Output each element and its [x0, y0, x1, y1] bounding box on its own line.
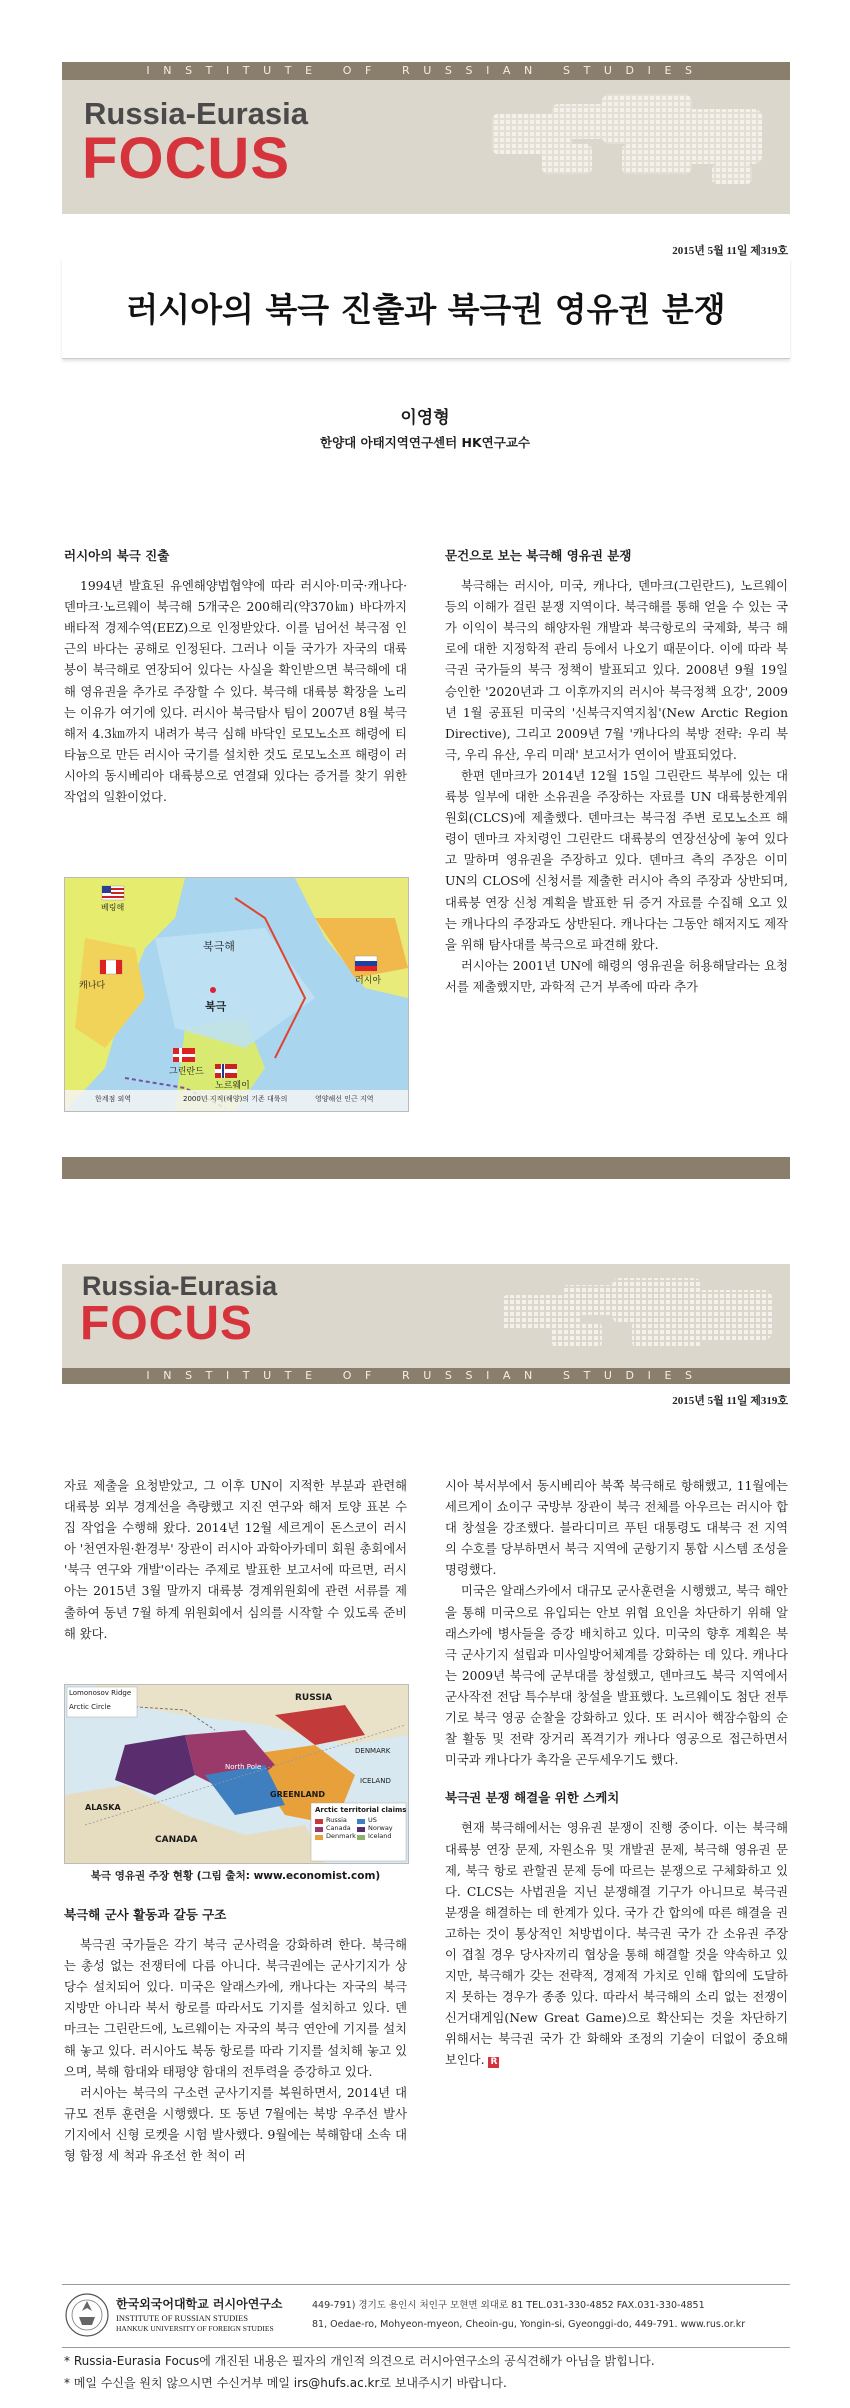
- org-name-english-univ: HANKUK UNIVERSITY OF FOREIGN STUDIES: [116, 2324, 274, 2333]
- arctic-map-2: [64, 1684, 409, 1864]
- map2-legend-item: US: [368, 1816, 377, 1824]
- author-name: 이영형: [400, 408, 450, 428]
- map1-legend-item: 한계점 외역: [95, 1095, 132, 1103]
- map2-legend-item: Norway: [368, 1824, 393, 1832]
- paragraph: 러시아는 북극의 구소련 군사기지를 복원하면서, 2014년 대규모 전투 훈련을 시행했다. 또 동년 7월에는 북방 우주선 발사기지에서 신형 로켓을 시험 발사했다. 9월에는 북해함대 소속 대형 함정 세 척과 유조선 한 척이 러: [64, 2085, 407, 2164]
- map1-label: 러시아: [355, 976, 382, 986]
- address-korean: 449-791) 경기도 용인시 처인구 모현면 외대로 81 TEL.031-330-4852 FAX.031-330-4851: [312, 2300, 705, 2311]
- paragraph: 미국은 알래스카에서 대규모 군사훈련을 시행했고, 북극 해안을 통해 미국으로 유입되는 안보 위협 요인을 차단하기 위해 알래스카에 병사들을 증강 배치하고 있다. 미국의 향후 계획은 북극 군사기지 설립과 미사일방어체계를 강화하는 데 있다. 캐나다는 2009년 북극에 군부대를 창설했고, 덴마크도 북극 지역에서 군사작전 전담 특수부대 창설을 발표했다. 노르웨이도 첨단 전투기로 북극 영공 순찰을 강화하고 있다. 또 러시아 핵잠수함의 순찰 활동 및 전략 장거리 폭격기가 캐나다 영공으로 접근하면서 미국과 캐나다가 촉각을 곤두세우기도 했다.: [445, 1584, 788, 1768]
- paragraph-text: 현재 북극해에서는 영유권 분쟁이 진행 중이다. 이는 북극해 대륙붕 연장 문제, 자원소유 및 개발권 문제, 북극해 영유권 문제, 북극 항로 관할권 문제 등에 따르는 분쟁으로 구체화하고 있다. CLCS는 사법권을 지닌 분쟁해결 기구가 아니므로 북극권 분쟁을 해결하는 데 한계가 있다. 국가 간 합의에 따른 해결을 권고하는 것이 통상적인 처방법이다. 북극권 국가 간 소유권 주장이 겹칠 경우 당사자끼리 협상을 통해 해결할 것을 약속하고 있지만, 북극해가 갖는 전략적, 경제적 가치로 인해 합의에 도달하지 못하는 경우가 종종 있다. 따라서 북극해의 소리 없는 전쟁이 신거대게임(New Great Game)으로 확산되는 것을 차단하기 위해서는 북극권 국가 간 화해와 조정의 기술이 더없이 중요해 보인다.: [445, 1821, 788, 2068]
- logo-russia-eurasia: Russia-Eurasia: [84, 96, 308, 131]
- paragraph: 한편 덴마크가 2014년 12월 15일 그린란드 북부에 있는 대륙붕 일부에 대한 소유권을 주장하는 자료를 UN 대륙붕한계위원회(CLCS)에 제출했다. 덴마크는 북극점 주변 로모노소프 해령이 덴마크 자치령인 그린란드 대륙붕의 연장선상에 놓여 있다고 말하며 영유권을 주장하고 있다. 덴마크 측의 주장은 이미 UN의 CLOS에 신청서를 제출한 러시아 측의 주장과 상반되며, 대륙붕 연장 신청 계획을 발표한 뒤 증거 자료를 수집해 오고 있는 캐나다의 주장과도 상반된다. 캐나다는 그동안 해저지도 제작을 위해 탐사대를 북극으로 파견해 왔다.: [445, 768, 788, 952]
- map1-label: 베링해: [101, 903, 125, 912]
- map1-legend-item: 영양해선 인근 지역: [315, 1095, 374, 1103]
- arctic-map-1: [64, 877, 409, 1112]
- map2-label: CANADA: [155, 1835, 198, 1845]
- arctic-map-2-graphic: [65, 1685, 408, 1863]
- logo-russia-eurasia: Russia-Eurasia: [82, 1271, 278, 1301]
- logo-focus: FOCUS: [80, 1297, 253, 1350]
- end-mark-icon: R: [490, 2057, 498, 2068]
- map2-legend-item: Iceland: [368, 1832, 392, 1840]
- map2-label: Arctic Circle: [69, 1703, 111, 1711]
- map1-label: 노르웨이: [215, 1081, 250, 1091]
- address-english: 81, Oedae-ro, Mohyeon-myeon, Cheoin-gu, Yongin-si, Gyeonggi-do, 449-791. www.rus.or.kr: [312, 2319, 746, 2330]
- paragraph: 시아 북서부에서 동시베리아 북쪽 북극해로 항해했고, 11월에는 세르게이 쇼이구 국방부 장관이 북극 전체를 아우르는 러시아 합대 창설을 강조했다. 블라디미르 푸틴 대통령도 대북극 전 지역의 수호를 당부하면서 북극 지역에 군항기지 통합 시스템 조성을 명령했다.: [445, 1479, 788, 1578]
- issue-date: 2015년 5월 11일 제319호: [672, 1395, 788, 1407]
- map2-label: Lomonosov Ridge: [69, 1689, 132, 1697]
- paragraph: [445, 1818, 788, 2071]
- logo-focus: FOCUS: [82, 126, 290, 191]
- author-affiliation: 한양대 아태지역연구센터 HK연구교수: [320, 435, 530, 450]
- unsubscribe-note: * 메일 수신을 원치 않으시면 수신거부 메일 irs@hufs.ac.kr로 보내주시기 바랍니다.: [64, 2376, 507, 2390]
- map1-legend-item: 2000년 지적(해양)의 기존 대륙의: [183, 1095, 288, 1103]
- page-divider-band: [62, 1157, 790, 1179]
- paragraph: 북극해는 러시아, 미국, 캐나다, 덴마크(그린란드), 노르웨이 등의 이해가 걸린 분쟁 지역이다. 북극해를 통해 얻을 수 있는 국가 이익이 북극의 해양자원 개발과 북극항로의 국제화, 북극 해로에 대한 지정학적 관리 등에서 나오기 때문이다. 이에 따라 북극권 국가들의 북극 정책이 발표되고 있다. 2008년 9월 19일 승인한 '2020년과 그 이후까지의 러시아 북극정책 요강', 2009년 1월 공표된 미국의 '신북극지역지침'(New Arctic Region Directive), 그리고 2009년 7월 '캐나다의 북방 전략: 우리 북극, 우리 유산, 우리 미래' 보고서가 연이어 발표되었다.: [445, 579, 788, 762]
- footer: [62, 2284, 790, 2348]
- map1-label: 그린란드: [169, 1067, 204, 1077]
- page-title: 러시아의 북극 진출과 북극권 영유권 분쟁: [126, 290, 726, 329]
- map2-legend-item: Russia: [326, 1816, 347, 1824]
- org-name-english: INSTITUTE OF RUSSIAN STUDIES: [116, 2313, 248, 2323]
- map2-legend-item: Canada: [326, 1824, 351, 1832]
- paragraph: 1994년 발효된 유엔해양법협약에 따라 러시아·미국·캐나다·덴마크·노르웨이 북극해 5개국은 200해리(약370㎞) 바다까지 배타적 경제수역(EEZ)으로 인정받았다. 이를 넘어선 북극점 인근의 바다는 공해로 인정된다. 그러나 이들 국가가 자국의 대륙붕이 북극해로 연장되어 있다는 사실을 확인받으면 북극해에 대해 영유권을 추가로 주장할 수 있다. 북극해 대륙붕 확장을 노리는 이유가 여기에 있다. 러시아 북극탐사 팀이 2007년 8월 북극 해저 4.3㎞까지 내려가 북극 심해 바닥인 로모노소프 해령에 티타늄으로 만든 러시아 국기를 설치한 것도 로모노소프 해령이 러시아의 동시베리아 대륙붕으로 연결돼 있다는 증거를 찾기 위한 작업의 일환이었다.: [64, 579, 407, 805]
- map2-label: RUSSIA: [295, 1693, 333, 1703]
- map2-caption: 북극 영유권 주장 현황 (그림 출처: www.economist.com): [90, 1870, 381, 1882]
- paragraph: 북극권 국가들은 각기 북극 군사력을 강화하려 한다. 북극해는 총성 없는 전쟁터에 다름 아니다. 북극권에는 군사기지가 상당수 설치되어 있다. 미국은 알래스카에, 캐나다는 자국의 북극 지방만 아니라 북서 항로를 따라서도 기지를 설치하고 있다. 덴마크는 그린란드에, 노르웨이는 자국의 북극 연안에 기지를 설치해 놓고 있다. 러시아도 북동 항로를 따라 기지를 설치해 놓고 있으며, 북해 함대와 태평양 함대의 전투력을 증강하고 있다.: [64, 1938, 407, 2079]
- world-dot-map-icon: [492, 1270, 782, 1365]
- page2-left-column-bottom: [64, 1904, 407, 2167]
- map2-label: North Pole: [225, 1763, 262, 1771]
- institute-emblem-icon: [64, 2291, 110, 2339]
- section-heading: 북극권 분쟁 해결을 위한 스케치: [445, 1790, 620, 1806]
- page1-left-column: [64, 545, 407, 808]
- page2-right-column: [445, 1476, 788, 2072]
- map2-label: ICELAND: [360, 1777, 391, 1785]
- institute-band: INSTITUTE OF RUSSIAN STUDIES: [62, 1368, 790, 1384]
- map2-label: DENMARK: [355, 1747, 391, 1755]
- world-dot-map-icon: [482, 84, 782, 194]
- map2-label: GREENLAND: [270, 1790, 325, 1799]
- map2-label: ALASKA: [85, 1803, 121, 1812]
- title-box: [62, 258, 790, 359]
- section-heading: 문건으로 보는 북극해 영유권 분쟁: [445, 548, 632, 563]
- paragraph: 자료 제출을 요청받았고, 그 이후 UN이 지적한 부분과 관련해 대륙붕 외부 경계선을 측량했고 지진 연구와 해저 토양 표본 수집 작업을 수행해 왔다. 2014년 12월 세르게이 돈스코이 러시아 '천연자원·환경부' 장관이 러시아 과학아카데미 회원 총회에서 '북극 연구와 개발'이라는 주제로 발표한 보고서에 따르면, 러시아는 2015년 3월 말까지 대륙붕 경계위원회에 관련 서류를 제출하여 동년 7월 하계 위원회에서 심의를 시작할 수 있도록 준비해 왔다.: [64, 1479, 407, 1641]
- paragraph: 러시아는 2001년 UN에 해령의 영유권을 허용해달라는 요청서를 제출했지만, 과학적 근거 부족에 따라 추가: [445, 958, 788, 994]
- map1-label: 북극해: [203, 940, 235, 953]
- page1-right-column: [445, 545, 788, 998]
- page2-left-column-top: [64, 1476, 407, 1645]
- org-name-korean: 한국외국어대학교 러시아연구소: [116, 2297, 283, 2311]
- section-heading: 북극해 군사 활동과 갈등 구조: [64, 1907, 227, 1922]
- disclaimer-note: * Russia-Eurasia Focus에 개진된 내용은 필자의 개인적 의견으로 러시아연구소의 공식견해가 아님을 밝힙니다.: [64, 2354, 655, 2368]
- map1-label: 캐나다: [79, 981, 106, 991]
- issue-date: 2015년 5월 11일 제319호: [672, 245, 788, 257]
- map2-legend-title: Arctic territorial claims: [315, 1806, 407, 1814]
- section-heading: 러시아의 북극 진출: [64, 548, 170, 563]
- map2-legend-item: Denmark: [326, 1832, 356, 1840]
- institute-band: INSTITUTE OF RUSSIAN STUDIES: [62, 62, 790, 80]
- map1-label: 북극: [205, 1000, 227, 1013]
